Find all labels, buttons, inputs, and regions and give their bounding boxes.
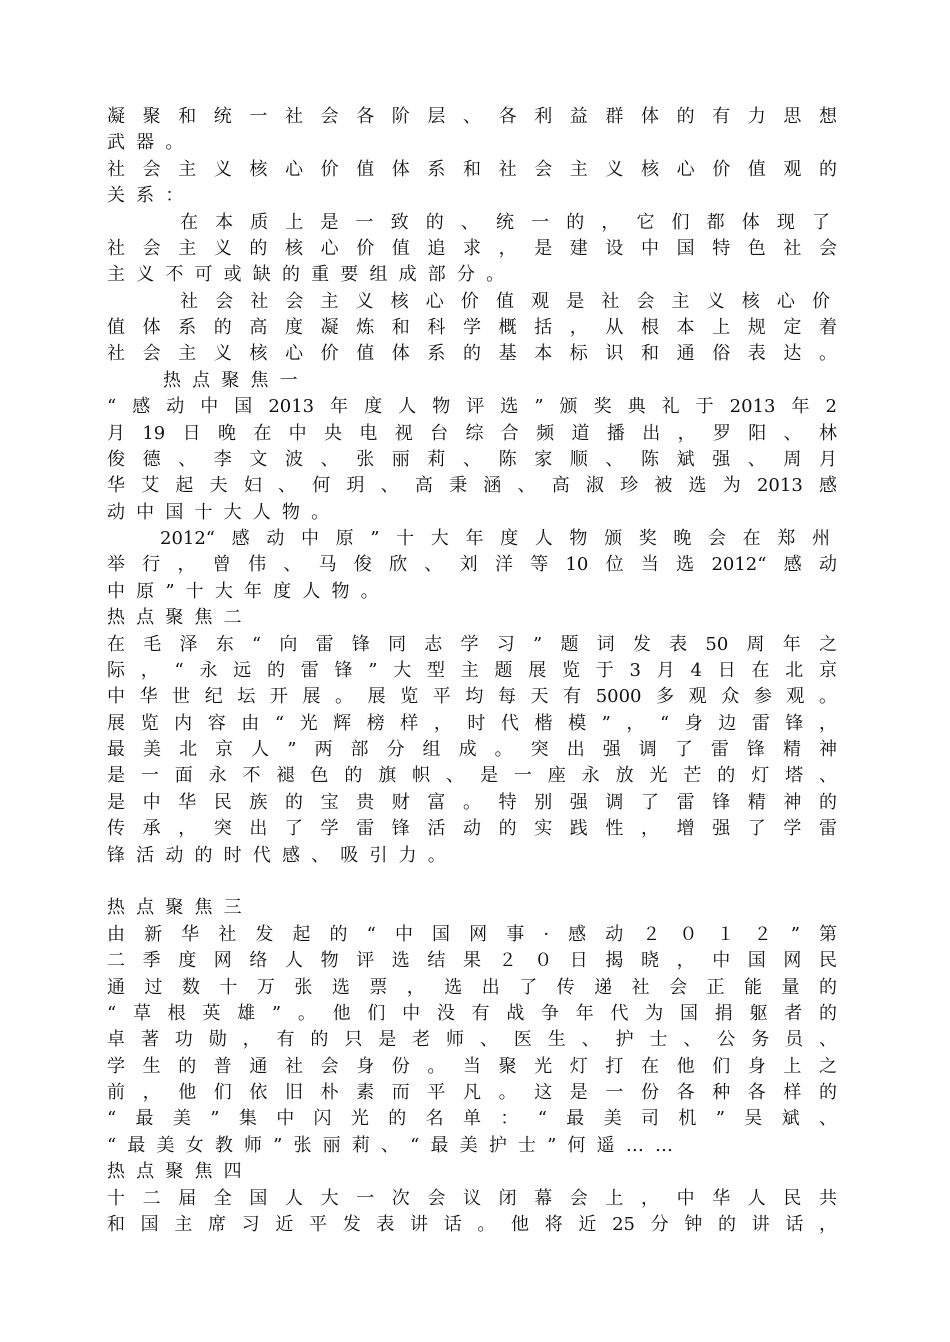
text-line: 凝聚和统一社会各阶层、各利益群体的有力思想	[107, 106, 837, 127]
text-line: 卓著功勋，有的只是老师、医生、护士、公务员、	[107, 1029, 837, 1050]
text-line: 传承，突出了学雷锋活动的实践性，增强了学雷	[107, 818, 837, 839]
text-line: 由新华社发起的“中国网事·感动２０１２”第	[107, 924, 837, 945]
text-line: 中原”十大年度人物。	[107, 581, 390, 602]
text-line: 前，他们依旧朴素而平凡。这是一份各种各样的	[107, 1082, 837, 1103]
text-line: 社会主义的核心价值追求，是建设中国特色社会	[107, 238, 837, 259]
text-line: 展览内容由“光辉榜样，时代楷模”，“身边雷锋，	[107, 713, 837, 734]
text-line: 是中华民族的宝贵财富。特别强调了雷锋精神的	[107, 792, 837, 813]
text-line: 动中国十大人物。	[107, 502, 341, 523]
text-line: 在本质上是一致的、统一的，它们都体现了	[180, 212, 830, 233]
text-line: 中华世纪坛开展。展览平均每天有5000多观众参观。	[107, 686, 837, 707]
text-line: 通过数十万张选票，选出了传递社会正能量的	[107, 977, 837, 998]
text-line: “草根英雄”。他们中没有战争年代为国捐躯者的	[107, 1003, 837, 1024]
text-line: 社会主义核心价值体系的基本标识和通俗表达。	[107, 343, 837, 364]
text-line: 华艾起夫妇、何玥、高秉涵、高淑珍被选为2013感	[107, 475, 837, 496]
text-line: 和国主席习近平发表讲话。他将近25分钟的讲话，	[107, 1214, 837, 1235]
text-line: 际，“永远的雷锋”大型主题展览于3月4日在北京	[107, 660, 837, 681]
section-heading: 热点聚焦三	[107, 897, 253, 918]
section-heading: 热点聚焦一	[163, 370, 309, 391]
text-line: 学生的普通社会身份。当聚光灯打在他们身上之	[107, 1056, 837, 1077]
text-line: 武器。	[107, 132, 195, 153]
text-line: 举行，曾伟、马俊欣、刘洋等10位当选2012“感动	[107, 554, 837, 575]
text-line: 最美北京人”两部分组成。突出强调了雷锋精神	[107, 739, 837, 760]
text-line: 值体系的高度凝炼和科学概括，从根本上规定着	[107, 317, 837, 338]
text-line: 在毛泽东“向雷锋同志学习”题词发表50周年之	[107, 634, 837, 655]
text-line: 十二届全国人大一次会议闭幕会上，中华人民共	[107, 1188, 837, 1209]
section-heading: 热点聚焦二	[107, 607, 253, 628]
text-line: 俊德、李文波、张丽莉、陈家顺、陈斌强、周月	[107, 449, 837, 470]
text-line: 社会主义核心价值体系和社会主义核心价值观的	[107, 159, 837, 180]
text-line: 社会社会主义核心价值观是社会主义核心价	[180, 291, 830, 312]
text-line: 是一面永不褪色的旗帜、是一座永放光芒的灯塔、	[107, 765, 837, 786]
text-line: 2012“感动中原”十大年度人物颁奖晚会在郑州	[160, 528, 830, 549]
text-line: “最美”集中闪光的名单：“最美司机”吴斌、	[107, 1108, 837, 1129]
section-heading: 热点聚焦四	[107, 1161, 253, 1182]
text-line: “最美女教师”张丽莉、“最美护士”何遥……	[107, 1135, 685, 1156]
text-line: “感动中国2013年度人物评选”颁奖典礼于2013年2	[107, 396, 837, 417]
text-line: 二季度网络人物评选结果２０日揭晓，中国网民	[107, 950, 837, 971]
text-line: 关系：	[107, 185, 195, 206]
text-line: 锋活动的时代感、吸引力。	[107, 845, 457, 866]
text-line: 主义不可或缺的重要组成部分。	[107, 264, 516, 285]
text-line: 月19日晚在中央电视台综合频道播出，罗阳、林	[107, 423, 837, 444]
